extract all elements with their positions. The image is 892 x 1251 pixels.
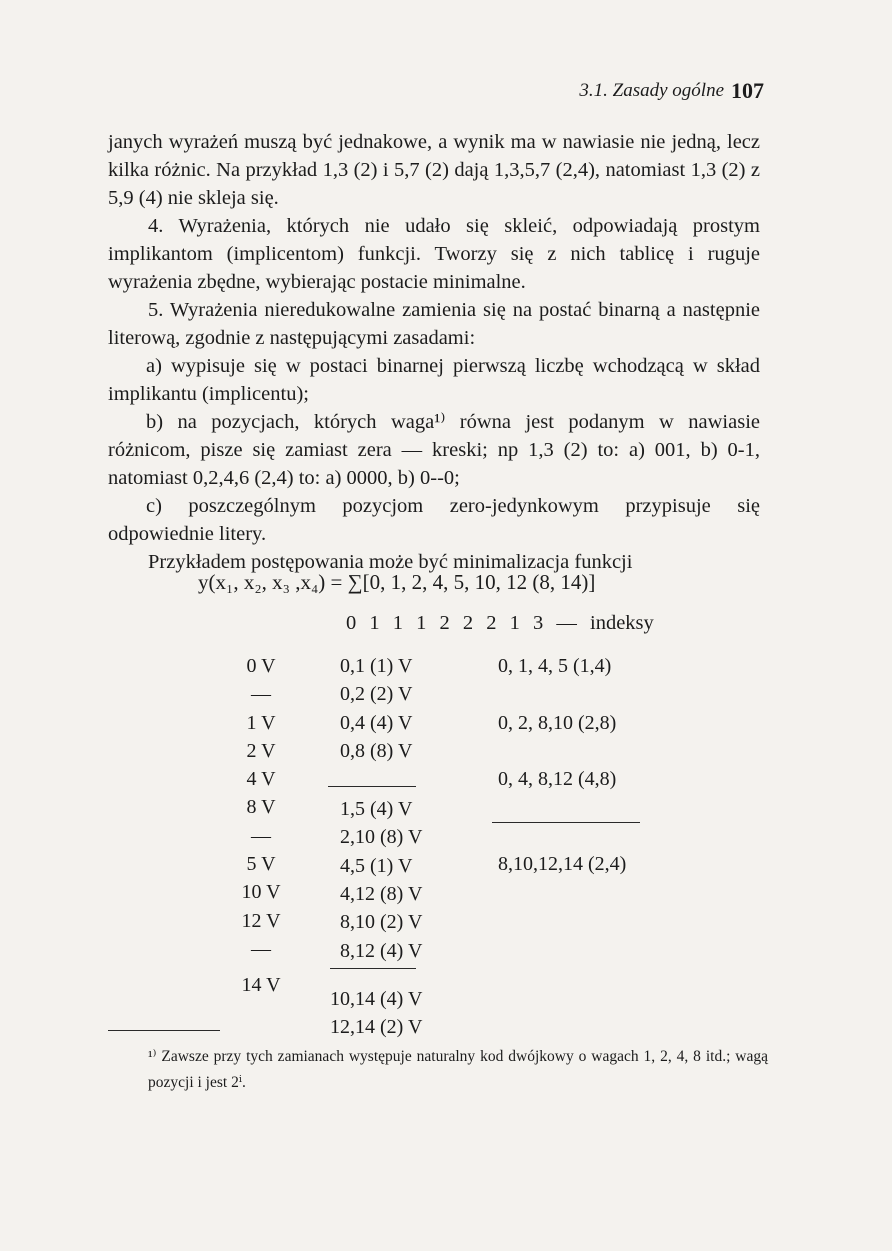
page-header: [0, 78, 892, 108]
table-cell: [488, 793, 658, 821]
table-cell: 0 V: [246, 655, 276, 677]
table-cell: [488, 680, 658, 708]
table-cell: —: [251, 683, 271, 706]
table-cell: [488, 737, 658, 765]
table-cell: 0, 4, 8,12 (4,8): [498, 768, 617, 791]
body-text: [108, 128, 760, 576]
table-cell: 0, 2, 8,10 (2,8): [498, 711, 617, 734]
table-cell: 10 V: [241, 881, 281, 904]
footnote-rule: [108, 1030, 220, 1031]
table-cell: 0,2 (2) V: [340, 683, 413, 706]
footnote: [108, 1044, 768, 1096]
table-cell: —: [251, 937, 271, 960]
table-column-quads: [488, 652, 658, 878]
table-cell: 12,14 (2) V: [330, 1016, 423, 1039]
footnote-text: ¹⁾ Zawsze przy tych zamianach występuje naturalny kod dwójkowy o wagach 1, 2, 4, 8 itd.; wagą pozycji i jest 2ⁱ.: [148, 1048, 768, 1091]
table-cell: 8,12 (4) V: [340, 939, 423, 962]
table-column-minterms: [216, 652, 306, 1000]
table-cell: —: [251, 824, 271, 847]
paragraph: janych wyrażeń muszą być jednakowe, a wynik ma w nawiasie nie jedną, lecz kilka różnic. Na przykład 1,3 (2) i 5,7 (2) dają 1,3,5,7 (2,4), natomiast 1,3 (2) z 5,9 (4) nie skleja się.: [108, 131, 760, 209]
table-cell: 2 V: [246, 739, 276, 762]
table-cell: 8,10,12,14 (2,4): [498, 853, 627, 876]
list-item: b) na pozycjach, których waga¹⁾ równa jest podanym w nawiasie różnicom, pisze się zamiast zera — kreski; np 1,3 (2) to: a) 001, b) 0-1, natomiast 0,2,4,6 (2,4) to: a) 0000, b) 0--0;: [108, 411, 760, 489]
table-cell: 0,8 (8) V: [340, 739, 413, 762]
table-cell: 4,12 (8) V: [340, 883, 423, 906]
table-column-pairs: [318, 652, 468, 1042]
table-cell: 8 V: [246, 796, 276, 819]
table-cell: 10,14 (4) V: [330, 987, 423, 1010]
paragraph: 4. Wyrażenia, których nie udało się skleić, odpowiadają prostym implikantom (implicentom) funkcji. Tworzy się z nich tablicę i ruguje wyrażenia zbędne, wybierając postacie minimalne.: [108, 215, 760, 293]
table-cell: 8,10 (2) V: [340, 911, 423, 934]
page-number: 107: [731, 78, 764, 103]
table-cell: 5 V: [246, 853, 276, 876]
table-cell: [318, 765, 468, 779]
group-divider: [328, 786, 416, 787]
table-cell: 1,5 (4) V: [340, 798, 413, 821]
list-item: c) poszczególnym pozycjom zero-jedynkowym przypisuje się odpowiednie litery.: [108, 495, 760, 545]
table-cell: 0,1 (1) V: [340, 655, 413, 677]
function-formula: y(x₁, x₂, x₃ ,x₄) = ∑[0, 1, 2, 4, 5, 10, 12 (8, 14)]: [198, 570, 596, 594]
running-title: 3.1. Zasady ogólne: [579, 80, 724, 101]
table-cell: 0,4 (4) V: [340, 711, 413, 734]
table-cell: 4 V: [246, 768, 276, 791]
indices-row: 0 1 1 1 2 2 2 1 3 — indeksy: [346, 612, 654, 634]
table-cell: 14 V: [241, 974, 281, 997]
table-cell: 1 V: [246, 711, 276, 734]
group-divider: [330, 968, 416, 969]
table-cell: 4,5 (1) V: [340, 854, 413, 877]
paragraph: Przykładem postępowania może być minimalizacja funkcji: [148, 551, 633, 573]
table-cell: 0, 1, 4, 5 (1,4): [498, 655, 612, 677]
group-divider: [492, 822, 640, 823]
list-item: a) wypisuje się w postaci binarnej pierwszą liczbę wchodzącą w skład implikantu (implicentu);: [108, 355, 760, 405]
table-cell: [488, 822, 658, 850]
paragraph: 5. Wyrażenia nieredukowalne zamienia się na postać binarną a następnie literową, zgodnie z następującymi zasadami:: [108, 299, 760, 349]
table-cell: 2,10 (8) V: [340, 826, 423, 849]
table-cell: 12 V: [241, 909, 281, 932]
